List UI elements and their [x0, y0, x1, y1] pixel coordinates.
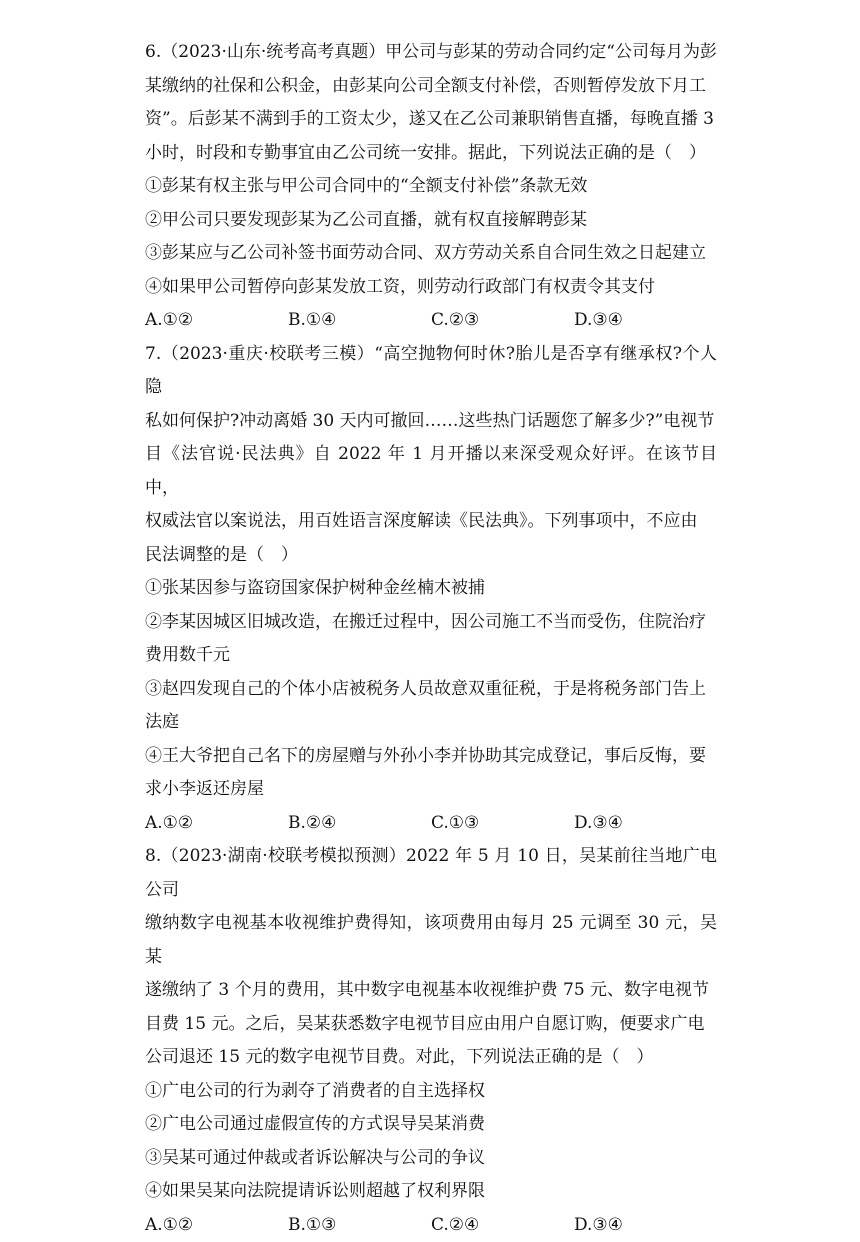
question-stem-line: 6.（2023·山东·统考高考真题）甲公司与彭某的劳动合同约定“公司每月为彭 [145, 36, 717, 70]
question-6 [145, 36, 717, 338]
statement-option: ②李某因城区旧城改造，在搬迁过程中，因公司施工不当而受伤，住院治疗 [145, 606, 717, 640]
question-stem-line: 8.（2023·湖南·校联考模拟预测）2022 年 5 月 10 日，吴某前往当地广电公司 [145, 840, 717, 907]
question-stem-line: 目费 15 元。之后，吴某获悉数字电视节目应由用户自愿订购，便要求广电 [145, 1008, 717, 1042]
answer-choices [145, 807, 717, 841]
statement-option: ③赵四发现自己的个体小店被税务人员故意双重征税，于是将税务部门告上 [145, 673, 717, 707]
statement-option: 费用数千元 [145, 639, 717, 673]
answer-choice-c: C.②③ [431, 304, 574, 338]
statement-option: 求小李返还房屋 [145, 773, 717, 807]
statement-option: ③彭某应与乙公司补签书面劳动合同、双方劳动关系自合同生效之日起建立 [145, 237, 717, 271]
statement-option: ④王大爷把自己名下的房屋赠与外孙小李并协助其完成登记，事后反悔，要 [145, 740, 717, 774]
statement-option: ①彭某有权主张与甲公司合同中的“全额支付补偿”条款无效 [145, 170, 717, 204]
answer-choices [145, 304, 717, 338]
answer-choice-d: D.③④ [574, 807, 717, 841]
statement-option: ①张某因参与盗窃国家保护树种金丝楠木被捕 [145, 572, 717, 606]
answer-choices [145, 1209, 717, 1242]
answer-choice-b: B.②④ [288, 807, 431, 841]
answer-choice-d: D.③④ [574, 1209, 717, 1242]
question-stem-line: 私如何保护?冲动离婚 30 天内可撤回……这些热门话题您了解多少?”电视节 [145, 405, 717, 439]
question-8 [145, 840, 717, 1242]
question-stem-line: 权威法官以案说法，用百姓语言深度解读《民法典》。下列事项中，不应由 [145, 505, 717, 539]
statement-option: ④如果甲公司暂停向彭某发放工资，则劳动行政部门有权责令其支付 [145, 271, 717, 305]
statement-option: ②甲公司只要发现彭某为乙公司直播，就有权直接解聘彭某 [145, 204, 717, 238]
question-stem-line: 缴纳数字电视基本收视维护费得知，该项费用由每月 25 元调至 30 元，吴某 [145, 907, 717, 974]
question-stem-line: 某缴纳的社保和公积金，由彭某向公司全额支付补偿，否则暂停发放下月工 [145, 70, 717, 104]
question-stem-line: 资”。后彭某不满到手的工资太少，遂又在乙公司兼职销售直播，每晚直播 3 [145, 103, 717, 137]
statement-option: 法庭 [145, 706, 717, 740]
statement-option: ③吴某可通过仲裁或者诉讼解决与公司的争议 [145, 1142, 717, 1176]
answer-choice-b: B.①③ [288, 1209, 431, 1242]
answer-choice-b: B.①④ [288, 304, 431, 338]
answer-choice-a: A.①② [145, 1209, 288, 1242]
question-stem-line: 民法调整的是（ ） [145, 539, 717, 573]
question-stem-line: 遂缴纳了 3 个月的费用，其中数字电视基本收视维护费 75 元、数字电视节 [145, 974, 717, 1008]
answer-choice-c: C.①③ [431, 807, 574, 841]
answer-choice-c: C.②④ [431, 1209, 574, 1242]
question-stem-line: 目《法官说·民法典》自 2022 年 1 月开播以来深受观众好评。在该节目中， [145, 438, 717, 505]
question-list [145, 36, 717, 1242]
question-stem-line: 7.（2023·重庆·校联考三模）“高空抛物何时休?胎儿是否享有继承权?个人隐 [145, 338, 717, 405]
answer-choice-d: D.③④ [574, 304, 717, 338]
question-stem-line: 小时，时段和专勤事宜由乙公司统一安排。据此，下列说法正确的是（ ） [145, 137, 717, 171]
statement-option: ①广电公司的行为剥夺了消费者的自主选择权 [145, 1075, 717, 1109]
answer-choice-a: A.①② [145, 807, 288, 841]
answer-choice-a: A.①② [145, 304, 288, 338]
question-stem-line: 公司退还 15 元的数字电视节目费。对此，下列说法正确的是（ ） [145, 1041, 717, 1075]
question-7 [145, 338, 717, 841]
statement-option: ④如果吴某向法院提请诉讼则超越了权利界限 [145, 1175, 717, 1209]
statement-option: ②广电公司通过虚假宣传的方式误导吴某消费 [145, 1108, 717, 1142]
